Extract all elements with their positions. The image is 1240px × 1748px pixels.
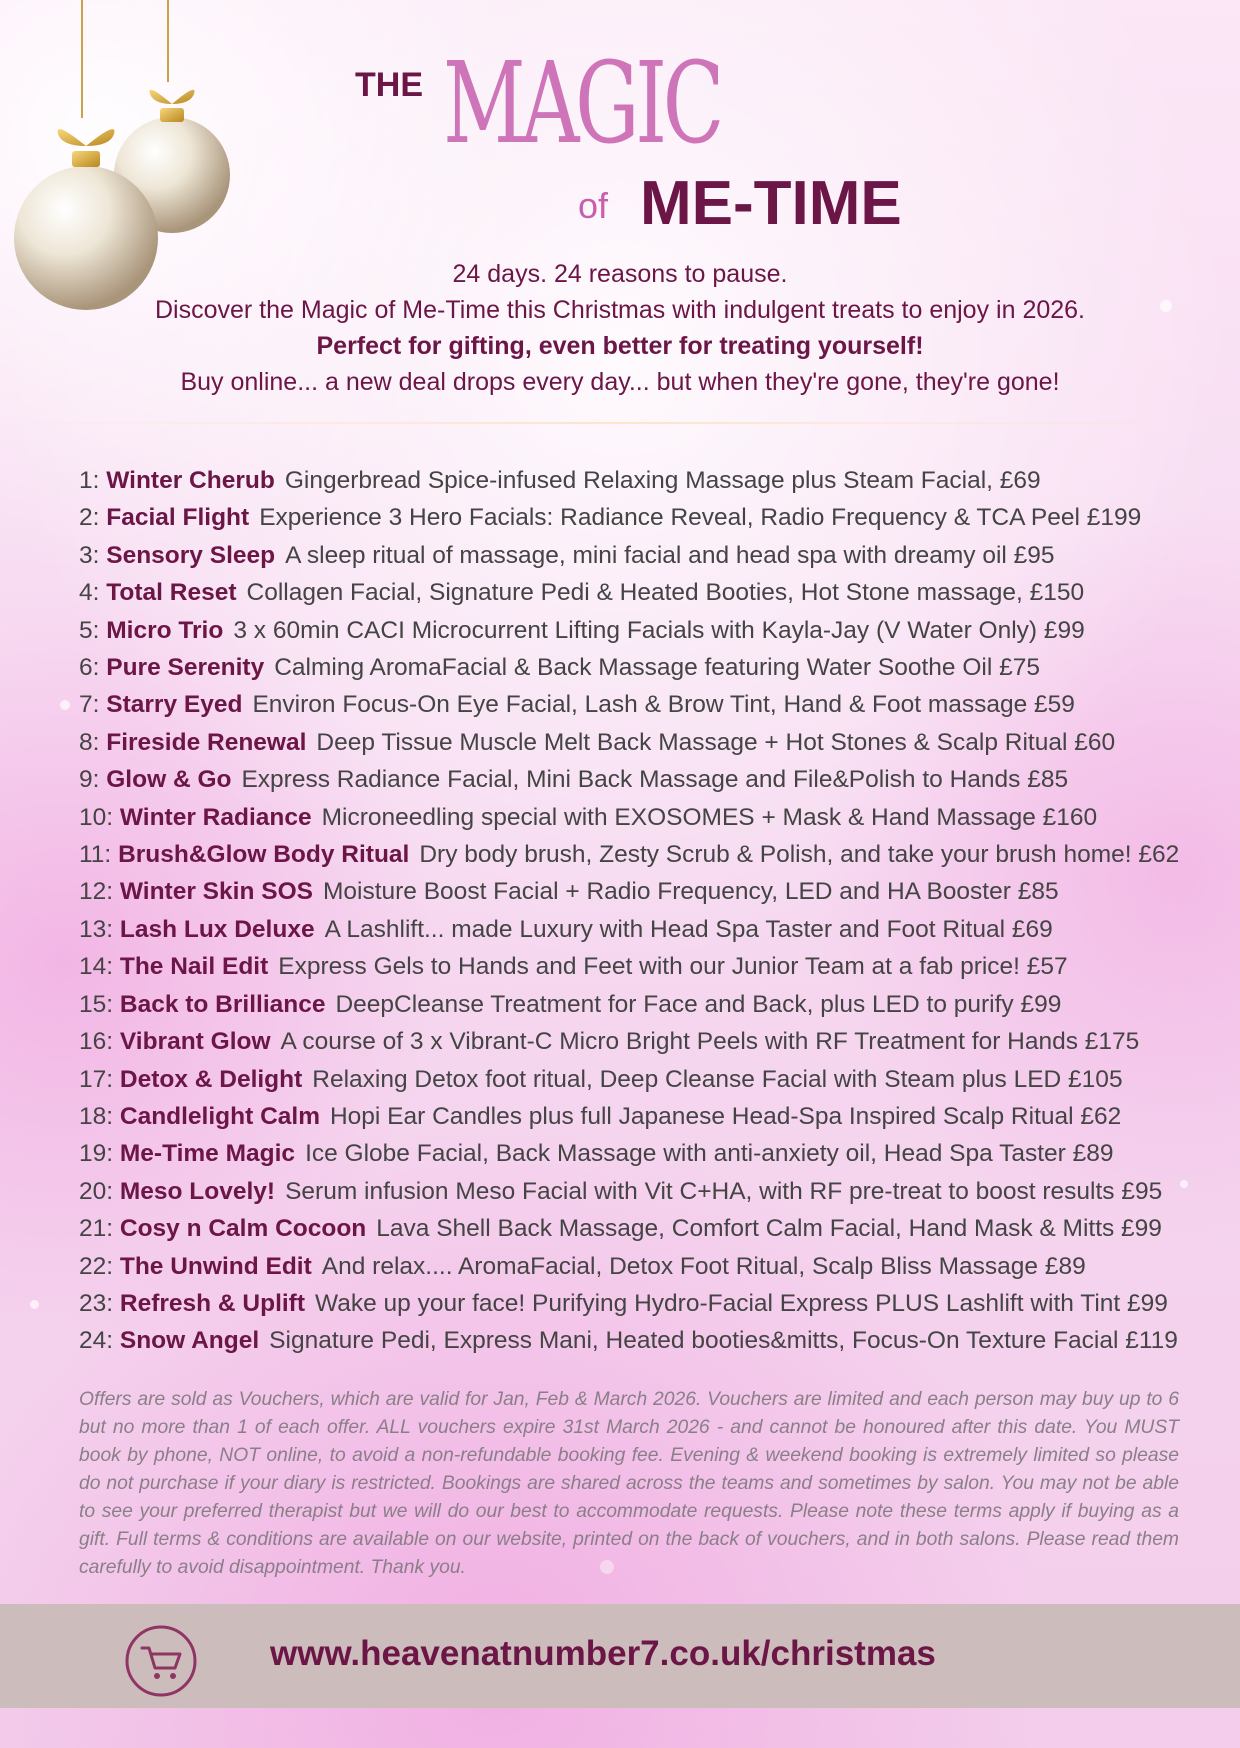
offer-name: Me-Time Magic	[119, 1140, 296, 1168]
offer-item	[79, 761, 1189, 798]
offer-number: 16:	[79, 1028, 114, 1056]
offer-item	[79, 537, 1189, 574]
title-the: THE	[355, 66, 423, 104]
offer-item	[79, 1173, 1189, 1210]
offer-item	[79, 649, 1189, 686]
offer-number: 4:	[79, 579, 100, 607]
offer-number: 1:	[79, 467, 100, 494]
offer-description: DeepCleanse Treatment for Face and Back, plus LED to purify £99	[335, 990, 1062, 1018]
offer-description: Gingerbread Spice-infused Relaxing Massage plus Steam Facial, £69	[284, 467, 1041, 494]
offer-number: 14:	[79, 953, 114, 981]
offer-description: And relax.... AromaFacial, Detox Foot Ritual, Scalp Bliss Massage £89	[321, 1252, 1086, 1280]
offer-name: Total Reset	[106, 579, 237, 607]
offer-item	[79, 1285, 1189, 1322]
offer-item	[79, 799, 1189, 836]
title-magic: MAGIC	[443, 39, 721, 169]
shopping-cart-icon[interactable]	[124, 1624, 198, 1698]
offer-name: Detox & Delight	[119, 1065, 303, 1093]
offer-description: Collagen Facial, Signature Pedi & Heated Booties, Hot Stone massage, £150	[246, 579, 1085, 607]
offer-item	[79, 1248, 1189, 1285]
intro-line-3: Perfect for gifting, even better for treating yourself!	[316, 332, 924, 360]
offer-number: 21:	[79, 1215, 114, 1243]
offer-item	[79, 1098, 1189, 1135]
offer-number: 3:	[79, 541, 100, 569]
offer-description: Dry body brush, Zesty Scrub & Polish, and take your brush home! £62	[419, 841, 1180, 869]
offer-item	[79, 1023, 1189, 1060]
title-me-time: ME-TIME	[640, 169, 902, 238]
offer-item	[79, 836, 1189, 873]
offer-name: Back to Brilliance	[119, 990, 326, 1018]
background-sparkle	[30, 1300, 39, 1309]
offer-description: Hopi Ear Candles plus full Japanese Head-Spa Inspired Scalp Ritual £62	[329, 1102, 1122, 1130]
intro-block	[0, 256, 1240, 400]
offer-number: 24:	[79, 1327, 114, 1355]
offer-item	[79, 948, 1189, 985]
offer-description: Deep Tissue Muscle Melt Back Massage + Hot Stones & Scalp Ritual £60	[316, 728, 1116, 756]
offer-description: Relaxing Detox foot ritual, Deep Cleanse Facial with Steam plus LED £105	[312, 1065, 1123, 1093]
offer-number: 23:	[79, 1289, 114, 1317]
footer-band	[0, 1604, 1240, 1708]
offer-item	[79, 1322, 1189, 1359]
offer-name: Winter Skin SOS	[119, 878, 313, 906]
offer-description: Serum infusion Meso Facial with Vit C+HA, with RF pre-treat to boost results £95	[285, 1177, 1163, 1205]
offer-description: A course of 3 x Vibrant-C Micro Bright Peels with RF Treatment for Hands £175	[280, 1028, 1140, 1056]
offer-description: Ice Globe Facial, Back Massage with anti-anxiety oil, Head Spa Taster £89	[305, 1140, 1114, 1168]
offer-item	[79, 724, 1189, 761]
offer-description: A Lashlift... made Luxury with Head Spa Taster and Foot Ritual £69	[324, 915, 1053, 943]
offer-number: 15:	[79, 990, 114, 1018]
offer-item	[79, 986, 1189, 1023]
offer-number: 6:	[79, 654, 100, 682]
offer-number: 13:	[79, 915, 114, 943]
offers-list	[79, 462, 1189, 1360]
intro-line-1: 24 days. 24 reasons to pause.	[452, 260, 788, 288]
offer-name: Starry Eyed	[106, 691, 243, 719]
offer-name: Cosy n Calm Cocoon	[119, 1215, 367, 1243]
offer-number: 18:	[79, 1102, 114, 1130]
offer-name: Pure Serenity	[106, 654, 265, 682]
offer-description: Wake up your face! Purifying Hydro-Facial Express PLUS Lashlift with Tint £99	[315, 1289, 1168, 1317]
offer-number: 12:	[79, 878, 114, 906]
offer-name: Candlelight Calm	[119, 1102, 320, 1130]
offer-item	[79, 1135, 1189, 1172]
offer-description: Signature Pedi, Express Mani, Heated booties&mitts, Focus-On Texture Facial £119	[269, 1327, 1178, 1355]
offer-name: Winter Cherub	[106, 467, 275, 494]
offer-name: The Unwind Edit	[119, 1252, 312, 1280]
offer-description: Experience 3 Hero Facials: Radiance Reveal, Radio Frequency & TCA Peel £199	[259, 504, 1142, 532]
offer-name: Lash Lux Deluxe	[119, 915, 315, 943]
offer-description: 3 x 60min CACI Microcurrent Lifting Facials with Kayla-Jay (V Water Only) £99	[233, 616, 1085, 644]
offer-item	[79, 612, 1189, 649]
offer-item	[79, 462, 1189, 499]
offer-name: Micro Trio	[106, 616, 224, 644]
intro-line-4: Buy online... a new deal drops every day... but when they're gone, they're gone!	[180, 368, 1060, 396]
offer-name: Sensory Sleep	[106, 541, 276, 569]
offer-name: Fireside Renewal	[106, 728, 307, 756]
offer-description: Express Radiance Facial, Mini Back Massage and File&Polish to Hands £85	[241, 766, 1069, 794]
offer-number: 7:	[79, 691, 100, 719]
offer-number: 9:	[79, 766, 100, 794]
terms-text: Offers are sold as Vouchers, which are valid for Jan, Feb & March 2026. Vouchers are limited and each person may buy up to 6 but no more than 1 of each offer. ALL vouchers expire 31st March 2026 - and cannot be honoured after this date. You MUST book by phone, NOT online, to avoid a non-refundable booking fee. Evening & weekend booking is extremely limited so please do not purchase if your diary is restricted. Bookings are shared across the teams and sometimes by salon. You may not be able to see your preferred therapist but we will do our best to accommodate requests. Please note these terms apply if buying as a gift. Full terms & conditions are available on our website, printed on the back of vouchers, and in both salons. Please read them carefully to avoid disappointment. Thank you.	[79, 1389, 1179, 1578]
offer-name: Refresh & Uplift	[119, 1289, 306, 1317]
offer-number: 2:	[79, 504, 100, 532]
offer-item	[79, 574, 1189, 611]
offer-number: 19:	[79, 1140, 114, 1168]
offer-description: Calming AromaFacial & Back Massage featuring Water Soothe Oil £75	[274, 654, 1040, 682]
offer-item	[79, 686, 1189, 723]
offer-name: Brush&Glow Body Ritual	[118, 841, 410, 869]
offer-number: 5:	[79, 616, 100, 644]
offer-name: Meso Lovely!	[119, 1177, 276, 1205]
offer-item	[79, 499, 1189, 536]
offer-number: 10:	[79, 803, 114, 831]
offer-number: 17:	[79, 1065, 114, 1093]
title-of: of	[578, 185, 609, 226]
offer-number: 20:	[79, 1177, 114, 1205]
offer-description: Microneedling special with EXOSOMES + Mask & Hand Massage £160	[321, 803, 1098, 831]
offer-name: Glow & Go	[106, 766, 232, 794]
offer-item	[79, 911, 1189, 948]
offer-name: Winter Radiance	[119, 803, 312, 831]
offer-name: Vibrant Glow	[119, 1028, 271, 1056]
offer-item	[79, 1061, 1189, 1098]
offer-name: The Nail Edit	[119, 953, 269, 981]
offer-description: Lava Shell Back Massage, Comfort Calm Facial, Hand Mask & Mitts £99	[376, 1215, 1162, 1243]
offer-name: Snow Angel	[119, 1327, 260, 1355]
offer-description: Express Gels to Hands and Feet with our Junior Team at a fab price! £57	[278, 953, 1068, 981]
offer-number: 8:	[79, 728, 100, 756]
offer-description: Moisture Boost Facial + Radio Frequency, LED and HA Booster £85	[322, 878, 1059, 906]
background-sparkle	[60, 700, 70, 710]
divider	[0, 422, 1240, 424]
website-link[interactable]: www.heavenatnumber7.co.uk/christmas	[270, 1634, 936, 1673]
offer-item	[79, 1210, 1189, 1247]
offer-number: 22:	[79, 1252, 114, 1280]
offer-number: 11:	[79, 841, 112, 869]
offer-item	[79, 873, 1189, 910]
offer-name: Facial Flight	[106, 504, 250, 532]
offer-description: A sleep ritual of massage, mini facial and head spa with dreamy oil £95	[285, 541, 1055, 569]
intro-line-2: Discover the Magic of Me-Time this Christmas with indulgent treats to enjoy in 2026.	[154, 296, 1086, 324]
offer-description: Environ Focus-On Eye Facial, Lash & Brow Tint, Hand & Foot massage £59	[252, 691, 1075, 719]
